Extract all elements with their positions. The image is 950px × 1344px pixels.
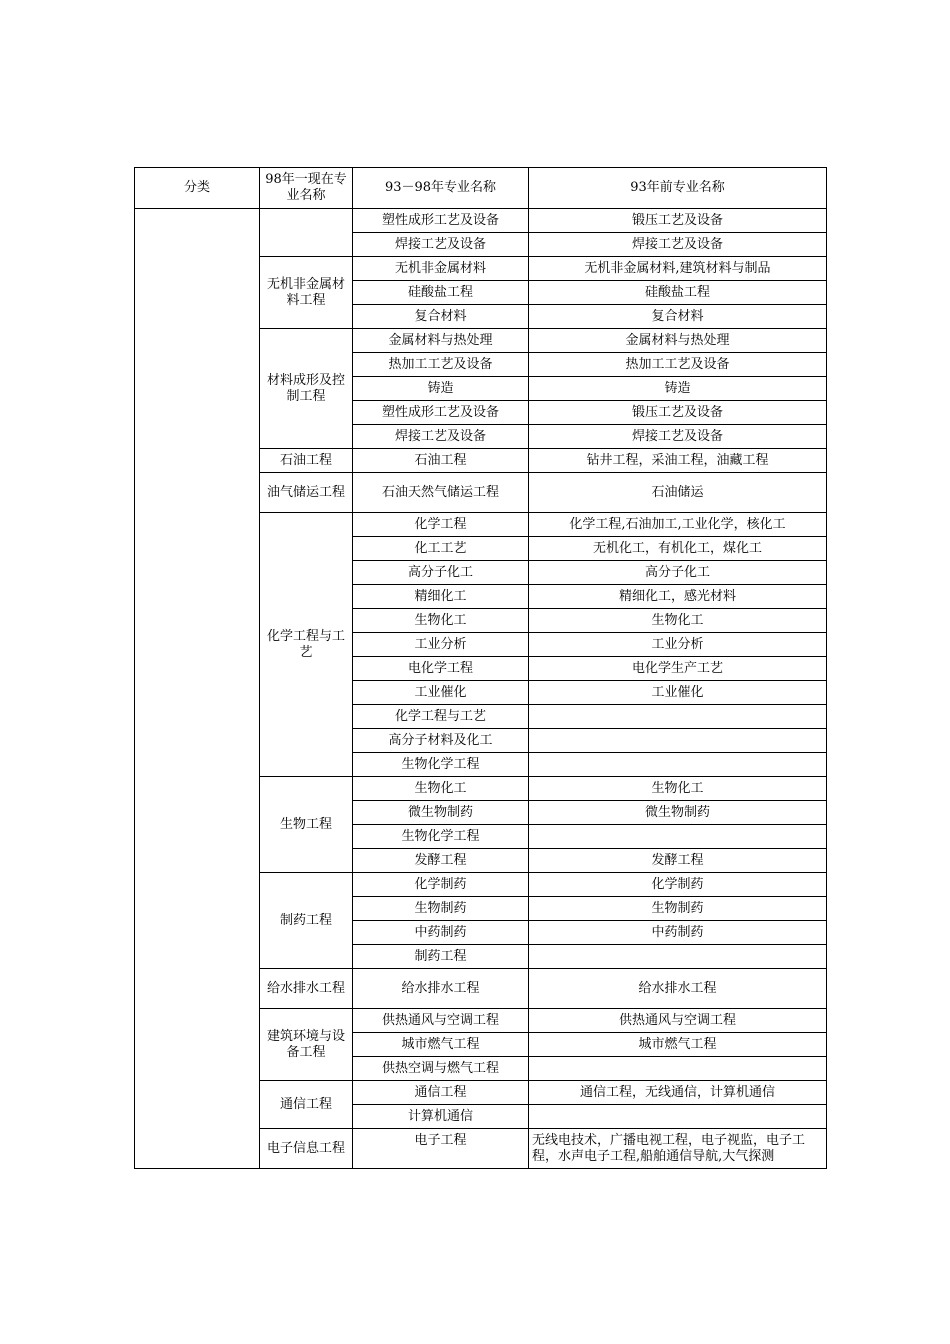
mid-major-name: 金属材料与热处理	[353, 329, 529, 353]
pre-major-name	[529, 729, 827, 753]
pre-major-name	[529, 945, 827, 969]
pre-major-name: 金属材料与热处理	[529, 329, 827, 353]
pre-major-name: 无线电技术，广播电视工程，电子视监，电子工程，水声电子工程,船舶通信导航,大气探测	[529, 1129, 827, 1169]
pre-major-name: 发酵工程	[529, 849, 827, 873]
pre-major-name: 工业催化	[529, 681, 827, 705]
mid-major-name: 发酵工程	[353, 849, 529, 873]
pre-major-name: 无机非金属材料,建筑材料与制品	[529, 257, 827, 281]
mid-major-name: 化工工艺	[353, 537, 529, 561]
pre-major-name: 焊接工艺及设备	[529, 233, 827, 257]
pre-major-name: 生物化工	[529, 777, 827, 801]
pre-major-name: 通信工程，无线通信，计算机通信	[529, 1081, 827, 1105]
mid-major-name: 化学制药	[353, 873, 529, 897]
pre-major-name	[529, 1105, 827, 1129]
mid-major-name: 化学工程与工艺	[353, 705, 529, 729]
mid-major-name: 通信工程	[353, 1081, 529, 1105]
pre-major-name: 生物制药	[529, 897, 827, 921]
mid-major-name: 塑性成形工艺及设备	[353, 401, 529, 425]
mid-major-name: 硅酸盐工程	[353, 281, 529, 305]
current-major-name: 油气储运工程	[260, 473, 353, 513]
pre-major-name	[529, 705, 827, 729]
mid-major-name: 高分子化工	[353, 561, 529, 585]
current-major-name: 材料成形及控制工程	[260, 329, 353, 449]
mid-major-name: 生物制药	[353, 897, 529, 921]
mid-major-name: 中药制药	[353, 921, 529, 945]
current-major-name: 电子信息工程	[260, 1129, 353, 1169]
mid-major-name: 石油天然气储运工程	[353, 473, 529, 513]
mid-major-name: 供热通风与空调工程	[353, 1009, 529, 1033]
pre-major-name: 生物化工	[529, 609, 827, 633]
pre-major-name: 复合材料	[529, 305, 827, 329]
mid-major-name: 供热空调与燃气工程	[353, 1057, 529, 1081]
mid-major-name: 生物化工	[353, 777, 529, 801]
pre-major-name: 石油储运	[529, 473, 827, 513]
mid-major-name: 给水排水工程	[353, 969, 529, 1009]
pre-major-name: 焊接工艺及设备	[529, 425, 827, 449]
current-major-name: 石油工程	[260, 449, 353, 473]
mid-major-name: 工业催化	[353, 681, 529, 705]
category-cell	[135, 209, 260, 1169]
table-header-row	[135, 168, 827, 209]
mid-major-name: 化学工程	[353, 513, 529, 537]
mid-major-name: 无机非金属材料	[353, 257, 529, 281]
mid-major-name: 生物化学工程	[353, 825, 529, 849]
header-93-98-name: 93－98年专业名称	[353, 168, 529, 209]
mid-major-name: 塑性成形工艺及设备	[353, 209, 529, 233]
pre-major-name: 高分子化工	[529, 561, 827, 585]
header-pre-93-name: 93年前专业名称	[529, 168, 827, 209]
mid-major-name: 制药工程	[353, 945, 529, 969]
current-major-name: 给水排水工程	[260, 969, 353, 1009]
current-major-name: 化学工程与工艺	[260, 513, 353, 777]
mid-major-name: 复合材料	[353, 305, 529, 329]
mid-major-name: 铸造	[353, 377, 529, 401]
mid-major-name: 城市燃气工程	[353, 1033, 529, 1057]
mid-major-name: 石油工程	[353, 449, 529, 473]
pre-major-name: 中药制药	[529, 921, 827, 945]
pre-major-name: 微生物制药	[529, 801, 827, 825]
pre-major-name: 供热通风与空调工程	[529, 1009, 827, 1033]
header-current-name: 98年一现在专业名称	[260, 168, 353, 209]
mid-major-name: 电子工程	[353, 1129, 529, 1169]
pre-major-name: 化学工程,石油加工,工业化学，核化工	[529, 513, 827, 537]
pre-major-name: 化学制药	[529, 873, 827, 897]
current-major-name	[260, 209, 353, 257]
mid-major-name: 高分子材料及化工	[353, 729, 529, 753]
pre-major-name: 无机化工，有机化工，煤化工	[529, 537, 827, 561]
pre-major-name: 热加工工艺及设备	[529, 353, 827, 377]
mid-major-name: 精细化工	[353, 585, 529, 609]
pre-major-name	[529, 1057, 827, 1081]
mid-major-name: 热加工工艺及设备	[353, 353, 529, 377]
mid-major-name: 生物化学工程	[353, 753, 529, 777]
mid-major-name: 工业分析	[353, 633, 529, 657]
mid-major-name: 电化学工程	[353, 657, 529, 681]
pre-major-name: 电化学生产工艺	[529, 657, 827, 681]
pre-major-name: 城市燃气工程	[529, 1033, 827, 1057]
mid-major-name: 生物化工	[353, 609, 529, 633]
pre-major-name: 工业分析	[529, 633, 827, 657]
mid-major-name: 焊接工艺及设备	[353, 233, 529, 257]
current-major-name: 无机非金属材料工程	[260, 257, 353, 329]
table-body	[135, 209, 827, 1169]
pre-major-name: 硅酸盐工程	[529, 281, 827, 305]
current-major-name: 制药工程	[260, 873, 353, 969]
pre-major-name: 钻井工程，采油工程，油藏工程	[529, 449, 827, 473]
mid-major-name: 焊接工艺及设备	[353, 425, 529, 449]
current-major-name: 通信工程	[260, 1081, 353, 1129]
pre-major-name: 铸造	[529, 377, 827, 401]
mid-major-name: 计算机通信	[353, 1105, 529, 1129]
pre-major-name	[529, 825, 827, 849]
mid-major-name: 微生物制药	[353, 801, 529, 825]
pre-major-name	[529, 753, 827, 777]
pre-major-name: 锻压工艺及设备	[529, 401, 827, 425]
major-correspondence-table	[134, 167, 827, 1169]
current-major-name: 生物工程	[260, 777, 353, 873]
pre-major-name: 锻压工艺及设备	[529, 209, 827, 233]
header-category: 分类	[135, 168, 260, 209]
pre-major-name: 精细化工，感光材料	[529, 585, 827, 609]
current-major-name: 建筑环境与设备工程	[260, 1009, 353, 1081]
table-row	[135, 209, 827, 233]
pre-major-name: 给水排水工程	[529, 969, 827, 1009]
